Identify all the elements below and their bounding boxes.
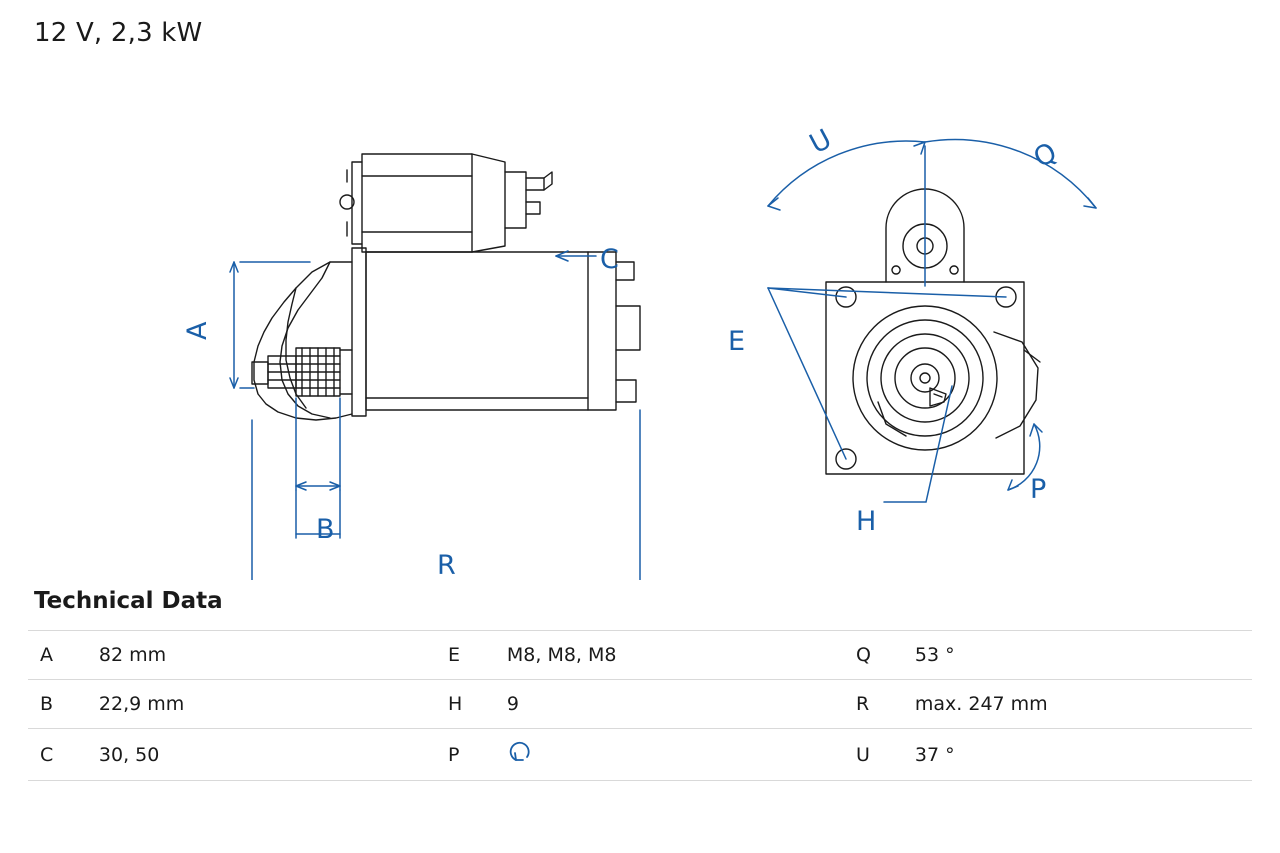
tech-data-heading: Technical Data (34, 588, 223, 614)
tech-key: Q (844, 631, 903, 680)
tech-value: 37 ° (903, 729, 1252, 781)
label-a: A (182, 321, 213, 340)
tech-key: B (28, 680, 87, 729)
tech-value: 22,9 mm (87, 680, 436, 729)
tech-value: 9 (495, 680, 844, 729)
tech-key: E (436, 631, 495, 680)
tech-key: H (436, 680, 495, 729)
technical-drawing (0, 50, 1280, 580)
tech-data-table (28, 630, 1252, 781)
label-c: C (600, 244, 619, 275)
rotation-direction-icon (507, 739, 537, 770)
label-e: E (728, 326, 746, 357)
tech-value: M8, M8, M8 (495, 631, 844, 680)
label-q: Q (1028, 136, 1063, 175)
label-u: U (804, 123, 837, 161)
tech-key: U (844, 729, 903, 781)
tech-value-rotation (495, 729, 844, 781)
table-row (28, 631, 1252, 680)
tech-value: 53 ° (903, 631, 1252, 680)
tech-key: A (28, 631, 87, 680)
label-b: B (316, 514, 335, 545)
table-row (28, 680, 1252, 729)
table-row (28, 729, 1252, 781)
tech-value: 30, 50 (87, 729, 436, 781)
tech-key: R (844, 680, 903, 729)
tech-value: max. 247 mm (903, 680, 1252, 729)
label-h: H (856, 506, 877, 537)
tech-value: 82 mm (87, 631, 436, 680)
tech-key: C (28, 729, 87, 781)
tech-key: P (436, 729, 495, 781)
label-r: R (437, 550, 456, 580)
label-p: P (1030, 474, 1047, 505)
page-title: 12 V, 2,3 kW (34, 18, 203, 48)
